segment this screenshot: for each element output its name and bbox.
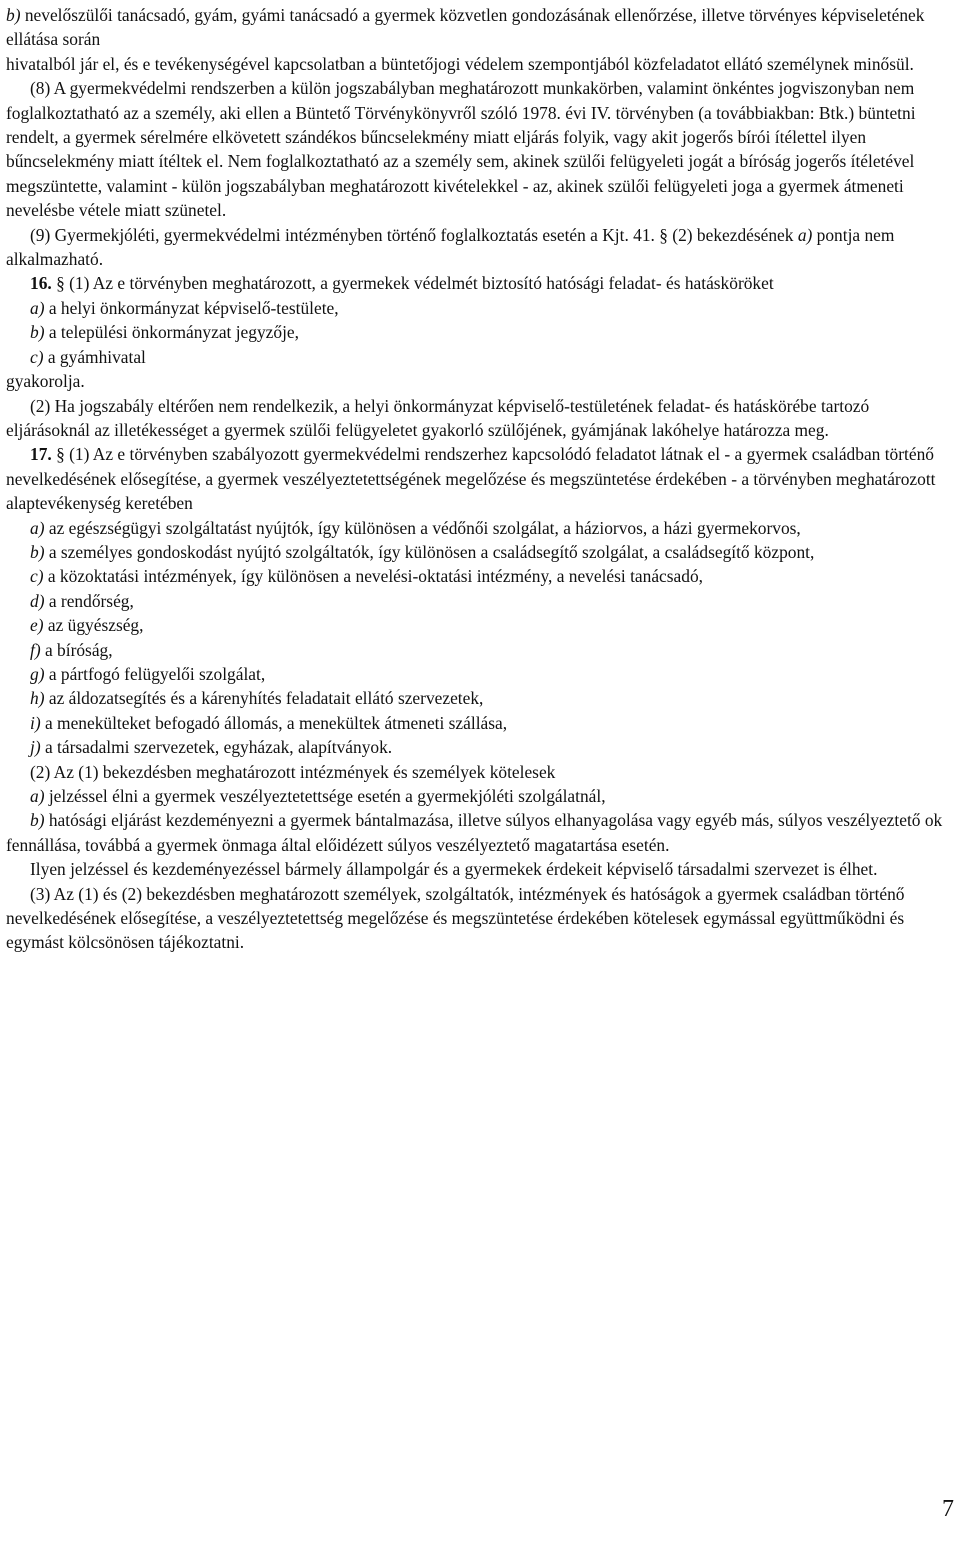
item-text: a pártfogó felügyelői szolgálat, bbox=[44, 663, 266, 684]
item-text: az ügyészség, bbox=[43, 615, 144, 636]
item-label: d) bbox=[30, 590, 45, 611]
item-text: a gyámhivatal bbox=[43, 346, 146, 367]
item-label: a) bbox=[797, 224, 813, 245]
list-item bbox=[6, 735, 952, 759]
item-label: b) bbox=[30, 810, 45, 831]
section-17 bbox=[6, 442, 952, 515]
item-label: h) bbox=[30, 688, 45, 709]
paragraph-17-ilyen: Ilyen jelzéssel és kezdeményezéssel bármely állampolgár és a gyermekek érdekeit képviselő társadalmi szervezet is élhet. bbox=[30, 859, 878, 880]
item-text: az áldozatsegítés és a kárenyhítés feladatait ellátó szervezetek, bbox=[44, 688, 484, 709]
paragraph-9 bbox=[6, 223, 952, 272]
item-label: a) bbox=[30, 786, 45, 806]
item-label: j) bbox=[30, 737, 41, 758]
paragraph-intro-continued: hivatalból jár el, és e tevékenységével kapcsolatban a büntetőjogi védelem szempontjából közfeladatot ellátó személynek minősül. bbox=[6, 53, 914, 74]
list-item bbox=[6, 296, 952, 320]
list-item bbox=[6, 808, 952, 857]
item-label: b) bbox=[30, 541, 45, 562]
paragraph-16-2: (2) Ha jogszabály eltérően nem rendelkezik, a helyi önkormányzat képviselő-testületének feladat- és hatáskörébe tartozó eljárásoknál az illetékességet a gyermek szülői felügyeletet gyakorló szülőjének, gyámjának lakóhelye határozza meg. bbox=[6, 395, 870, 440]
list-item bbox=[6, 320, 952, 344]
list-item bbox=[6, 662, 952, 686]
paragraph-text: (9) Gyermekjóléti, gyermekvédelmi intézményben történő foglalkoztatás esetén a Kjt. 41. § (2) bekezdésének bbox=[30, 224, 798, 245]
item-text: a személyes gondoskodást nyújtó szolgáltatók, így különösen a családsegítő szolgálat, a családsegítő központ, bbox=[44, 541, 815, 562]
paragraph-17-2: (2) Az (1) bekezdésben meghatározott intézmények és személyek kötelesek bbox=[30, 761, 556, 782]
item-text: a közoktatási intézmények, így különösen a nevelési-oktatási intézmény, a nevelési tanácsadó, bbox=[43, 566, 704, 587]
item-label: c) bbox=[30, 566, 44, 587]
item-label: b) bbox=[6, 5, 21, 25]
list-item bbox=[6, 516, 952, 540]
item-label: f) bbox=[30, 639, 41, 660]
item-text: a bíróság, bbox=[40, 639, 113, 660]
section-16 bbox=[6, 271, 952, 295]
item-label: e) bbox=[30, 615, 44, 636]
page-number: 7 bbox=[942, 1496, 954, 1522]
paragraph-intro bbox=[6, 3, 952, 52]
paragraph-text: nevelőszülői tanácsadó, gyám, gyámi tanácsadó a gyermek közvetlen gondozásának ellenőrzése, illetve törvényes képviseletének ellátása során bbox=[6, 5, 925, 50]
document-page bbox=[6, 0, 952, 955]
item-label: b) bbox=[30, 322, 45, 343]
item-text: a menekülteket befogadó állomás, a menekültek átmeneti szállása, bbox=[40, 712, 508, 733]
item-text: a települési önkormányzat jegyzője, bbox=[44, 322, 299, 343]
list-item bbox=[6, 345, 952, 369]
paragraph-text: § (1) Az e törvényben meghatározott, a gyermekek védelmét biztosító hatósági feladat- és hatásköröket bbox=[51, 273, 774, 294]
list-item bbox=[6, 589, 952, 613]
list-item bbox=[6, 638, 952, 662]
section-number: 17. bbox=[30, 444, 52, 465]
list-item bbox=[6, 784, 952, 808]
item-label: a) bbox=[30, 297, 45, 318]
list-item bbox=[6, 711, 952, 735]
item-text: hatósági eljárást kezdeményezni a gyermek bántalmazása, illetve súlyos elhanyagolása vagy egyéb más, súlyos veszélyeztető ok fennállása, továbbá a gyermek önmaga által előidézett súlyos veszélyeztető magatartása esetén. bbox=[6, 810, 943, 855]
paragraph-8: (8) A gyermekvédelmi rendszerben a külön jogszabályban meghatározott munkakörben, valamint önkéntes jogviszonyban nem foglalkoztatható az a személy, aki ellen a Büntető Törvénykönyvről szóló 1978. évi IV. törvényben (a továbbiakban: Btk.) büntetni rendelt, a gyermek sérelmére elkövetett szándékos bűncselekmény miatt eljárás folyik, vagy akit jogerős bírói ítélettel ilyen bűncselekmény miatt ítéltek el. Nem foglalkoztatható az a személy sem, akinek szülői felügyeleti jogát a bíróság jogerős ítéletével megszüntette, valamint - külön jogszabályban meghatározott kivételekkel - az, akinek szülői felügyeleti joga a gyermek átmeneti nevelésbe vétele miatt szünetel. bbox=[6, 78, 916, 221]
list-item bbox=[6, 564, 952, 588]
paragraph-16-tail: gyakorolja. bbox=[6, 371, 85, 392]
item-label: a) bbox=[30, 517, 45, 538]
item-text: jelzéssel élni a gyermek veszélyeztetettsége esetén a gyermekjóléti szolgálatnál, bbox=[44, 786, 606, 806]
list-item bbox=[6, 613, 952, 637]
item-label: g) bbox=[30, 663, 45, 684]
list-item bbox=[6, 540, 952, 564]
item-text: az egészségügyi szolgáltatást nyújtók, így különösen a védőnői szolgálat, a háziorvos, a házi gyermekorvos, bbox=[44, 517, 801, 538]
paragraph-text-tail: pontja nem alkalmazható. bbox=[6, 224, 895, 270]
item-text: a társadalmi szervezetek, egyházak, alapítványok. bbox=[40, 737, 393, 758]
list-item bbox=[6, 686, 952, 710]
paragraph-text: § (1) Az e törvényben szabályozott gyermekvédelmi rendszerhez kapcsolódó feladatot látnak el - a gyermek családban történő nevelkedésének elősegítése, a gyermek veszélyeztetettségének megelőzése és megszüntetése érdekében - a törvényben meghatározott alaptevékenység keretében bbox=[6, 444, 936, 514]
item-label: i) bbox=[30, 712, 41, 733]
item-text: a helyi önkormányzat képviselő-testülete, bbox=[44, 297, 339, 318]
item-text: a rendőrség, bbox=[44, 590, 134, 611]
section-number: 16. bbox=[30, 273, 52, 294]
paragraph-17-3: (3) Az (1) és (2) bekezdésben meghatározott személyek, szolgáltatók, intézmények és hatóságok a gyermek családban történő nevelkedésének elősegítése, a veszélyeztetettség megelőzése és megszüntetése érdekében kötelesek egymással együttműködni és egymást kölcsönösen tájékoztatni. bbox=[6, 883, 905, 953]
item-label: c) bbox=[30, 346, 44, 367]
